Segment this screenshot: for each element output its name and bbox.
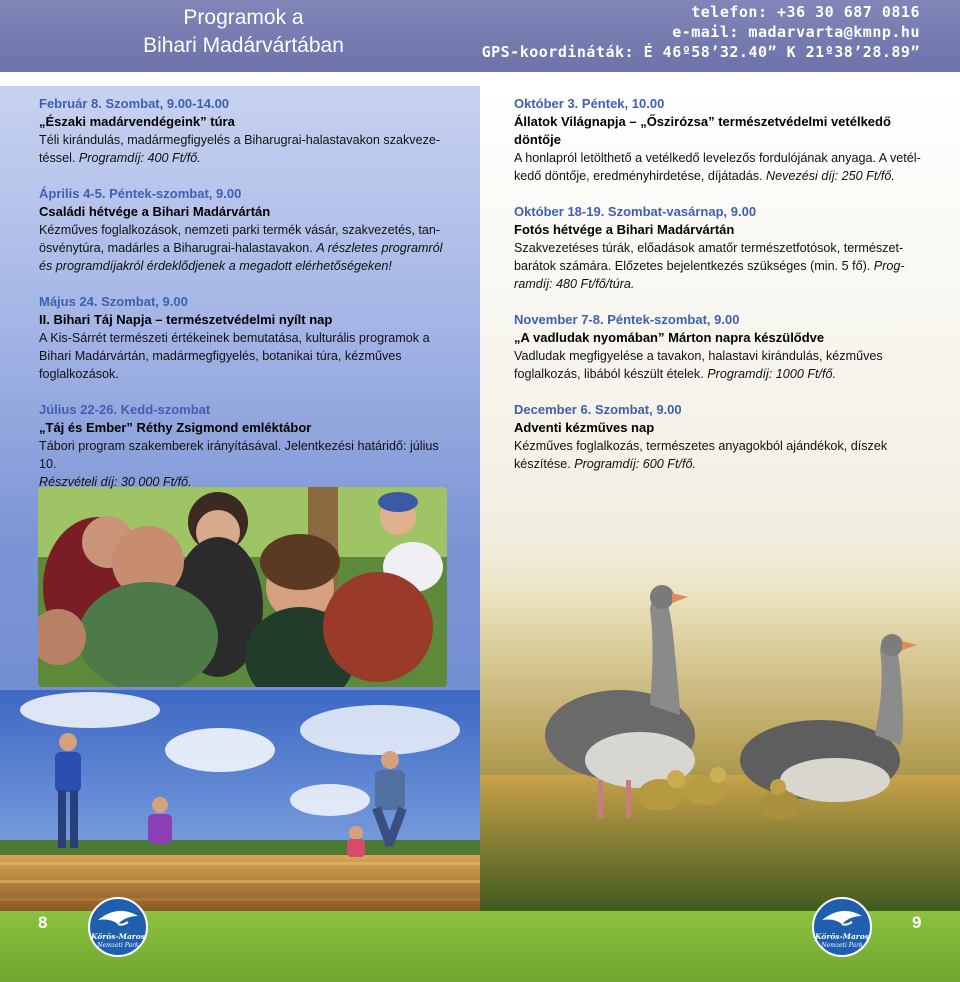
event-description — [39, 437, 449, 491]
geese-photo — [480, 505, 960, 911]
event-date: Február 8. Szombat, 9.00-14.00 — [39, 96, 230, 111]
event-description — [39, 221, 449, 275]
children-group-photo — [38, 487, 447, 687]
event-fee: Programdíj: 600 Ft/fő. — [574, 457, 696, 471]
event-fee: Programdíj: 480 Ft/fő/túra. — [514, 259, 905, 291]
page-number-left: 8 — [38, 913, 48, 932]
contact-info — [482, 2, 920, 62]
event-fee: Részvételi díj: 30 000 Ft/fő. — [39, 475, 192, 489]
event-title: Adventi kézműves nap — [514, 420, 655, 435]
event-item — [514, 311, 924, 383]
event-desc-text: Vadludak megfigyelése a tavakon, halastavi kirándulás, kézműves foglalkozás, libából készült ételek. — [514, 349, 883, 381]
event-item — [514, 203, 924, 293]
event-date: Október 18-19. Szombat-vasárnap, 9.00 — [514, 204, 757, 219]
event-title: Fotós hétvége a Bihari Madárvártán — [514, 222, 735, 237]
logo-text-line1: Körös-Maros — [91, 932, 145, 941]
logo-text-line2: Nemzeti Park — [97, 942, 139, 949]
right-events-column — [514, 95, 924, 491]
event-fee: Programdíj: 1000 Ft/fő. — [707, 367, 837, 381]
event-description — [514, 239, 924, 293]
event-title: Családi hétvége a Bihari Madárvártán — [39, 204, 271, 219]
event-fee: Nevezési díj: 250 Ft/fő. — [766, 169, 895, 183]
event-title: „Táj és Ember” Réthy Zsigmond emléktábor — [39, 420, 312, 435]
title-line-2: Bihari Madárvártában — [143, 34, 344, 57]
event-item — [39, 293, 449, 383]
event-title: Állatok Világnapja – „Őszirózsa” természetvédelmi vetélkedő döntője — [514, 114, 891, 147]
event-date: December 6. Szombat, 9.00 — [514, 402, 682, 417]
event-desc-text: Téli kirándulás, madármegfigyelés a Biharugrai-halastavakon szakvezetéssel. — [39, 133, 441, 165]
header-bar — [0, 0, 960, 72]
event-description — [39, 131, 449, 167]
bird-logo-icon — [88, 896, 148, 958]
title-line-1: Programok a — [183, 6, 304, 29]
event-title: „A vadludak nyomában” Márton napra készülődve — [514, 330, 825, 345]
page-title — [0, 4, 487, 60]
event-item — [39, 401, 449, 491]
event-date: Július 22-26. Kedd-szombat — [39, 402, 211, 417]
logo-text-line2: Nemzeti Park — [821, 942, 863, 949]
gps-text: GPS-koordináták: É 46º58’32.40” K 21º38’28.89” — [481, 43, 920, 61]
event-desc-text: A honlapról letölthető a vetélkedő levelezős fordulójának anyaga. A vetélkedő döntője, eredményhirdetése, díjátadás. — [514, 151, 921, 183]
event-fee: Programdíj: 400 Ft/fő. — [78, 151, 201, 165]
park-logo-left — [88, 896, 148, 958]
event-date: Április 4-5. Péntek-szombat, 9.00 — [39, 186, 242, 201]
white-band — [0, 72, 960, 86]
event-desc-text: Szakvezetéses túrák, előadások amatőr természetfotósok, természetbarátok számára. Előzetes bejelentkezés szükséges (min. 5 fő). — [514, 241, 904, 273]
event-item — [514, 401, 924, 473]
event-desc-text: Tábori program szakemberek irányításával. Jelentkezési határidő: július 10. — [39, 439, 439, 471]
event-desc-text: Kézműves foglalkozások, nemzeti parki termék vásár, szakvezetés, tanösvénytúra, madárles a Biharugrai-halastavakon. — [39, 223, 441, 255]
event-item — [39, 95, 449, 167]
event-title: „Északi madárvendégeink” túra — [39, 114, 235, 129]
event-date: November 7-8. Péntek-szombat, 9.00 — [514, 312, 740, 327]
event-title: II. Bihari Táj Napja – természetvédelmi nyílt nap — [39, 312, 333, 327]
phone-text: telefon: +36 30 687 0816 — [691, 3, 920, 21]
event-desc-text: A Kis-Sárrét természeti értékeinek bemutatása, kulturális programok a Bihari Madárvártán, madármegfigyelés, botanikai túra, kézműves foglalkozások. — [39, 331, 430, 381]
park-logo-right — [812, 896, 872, 958]
event-description — [514, 149, 924, 185]
event-date: Október 3. Péntek, 10.00 — [514, 96, 665, 111]
page-number-right: 9 — [912, 913, 922, 932]
logo-text-line1: Körös-Maros — [815, 932, 869, 941]
event-item — [514, 95, 924, 185]
bird-logo-icon — [812, 896, 872, 958]
event-desc-text: Kézműves foglalkozás, természetes anyagokból ajándékok, díszek készítése. — [514, 439, 888, 471]
hay-bales-photo — [0, 690, 480, 911]
email-link[interactable]: e-mail: madarvarta@kmnp.hu — [672, 23, 920, 41]
event-description — [39, 329, 449, 383]
event-date: Május 24. Szombat, 9.00 — [39, 294, 188, 309]
event-item — [39, 185, 449, 275]
event-fee: A részletes programról és programdíjakról érdeklődjenek a megadott elérhetőségeken! — [39, 241, 443, 273]
left-events-column — [39, 95, 449, 509]
event-description — [514, 437, 924, 473]
event-description — [514, 347, 924, 383]
